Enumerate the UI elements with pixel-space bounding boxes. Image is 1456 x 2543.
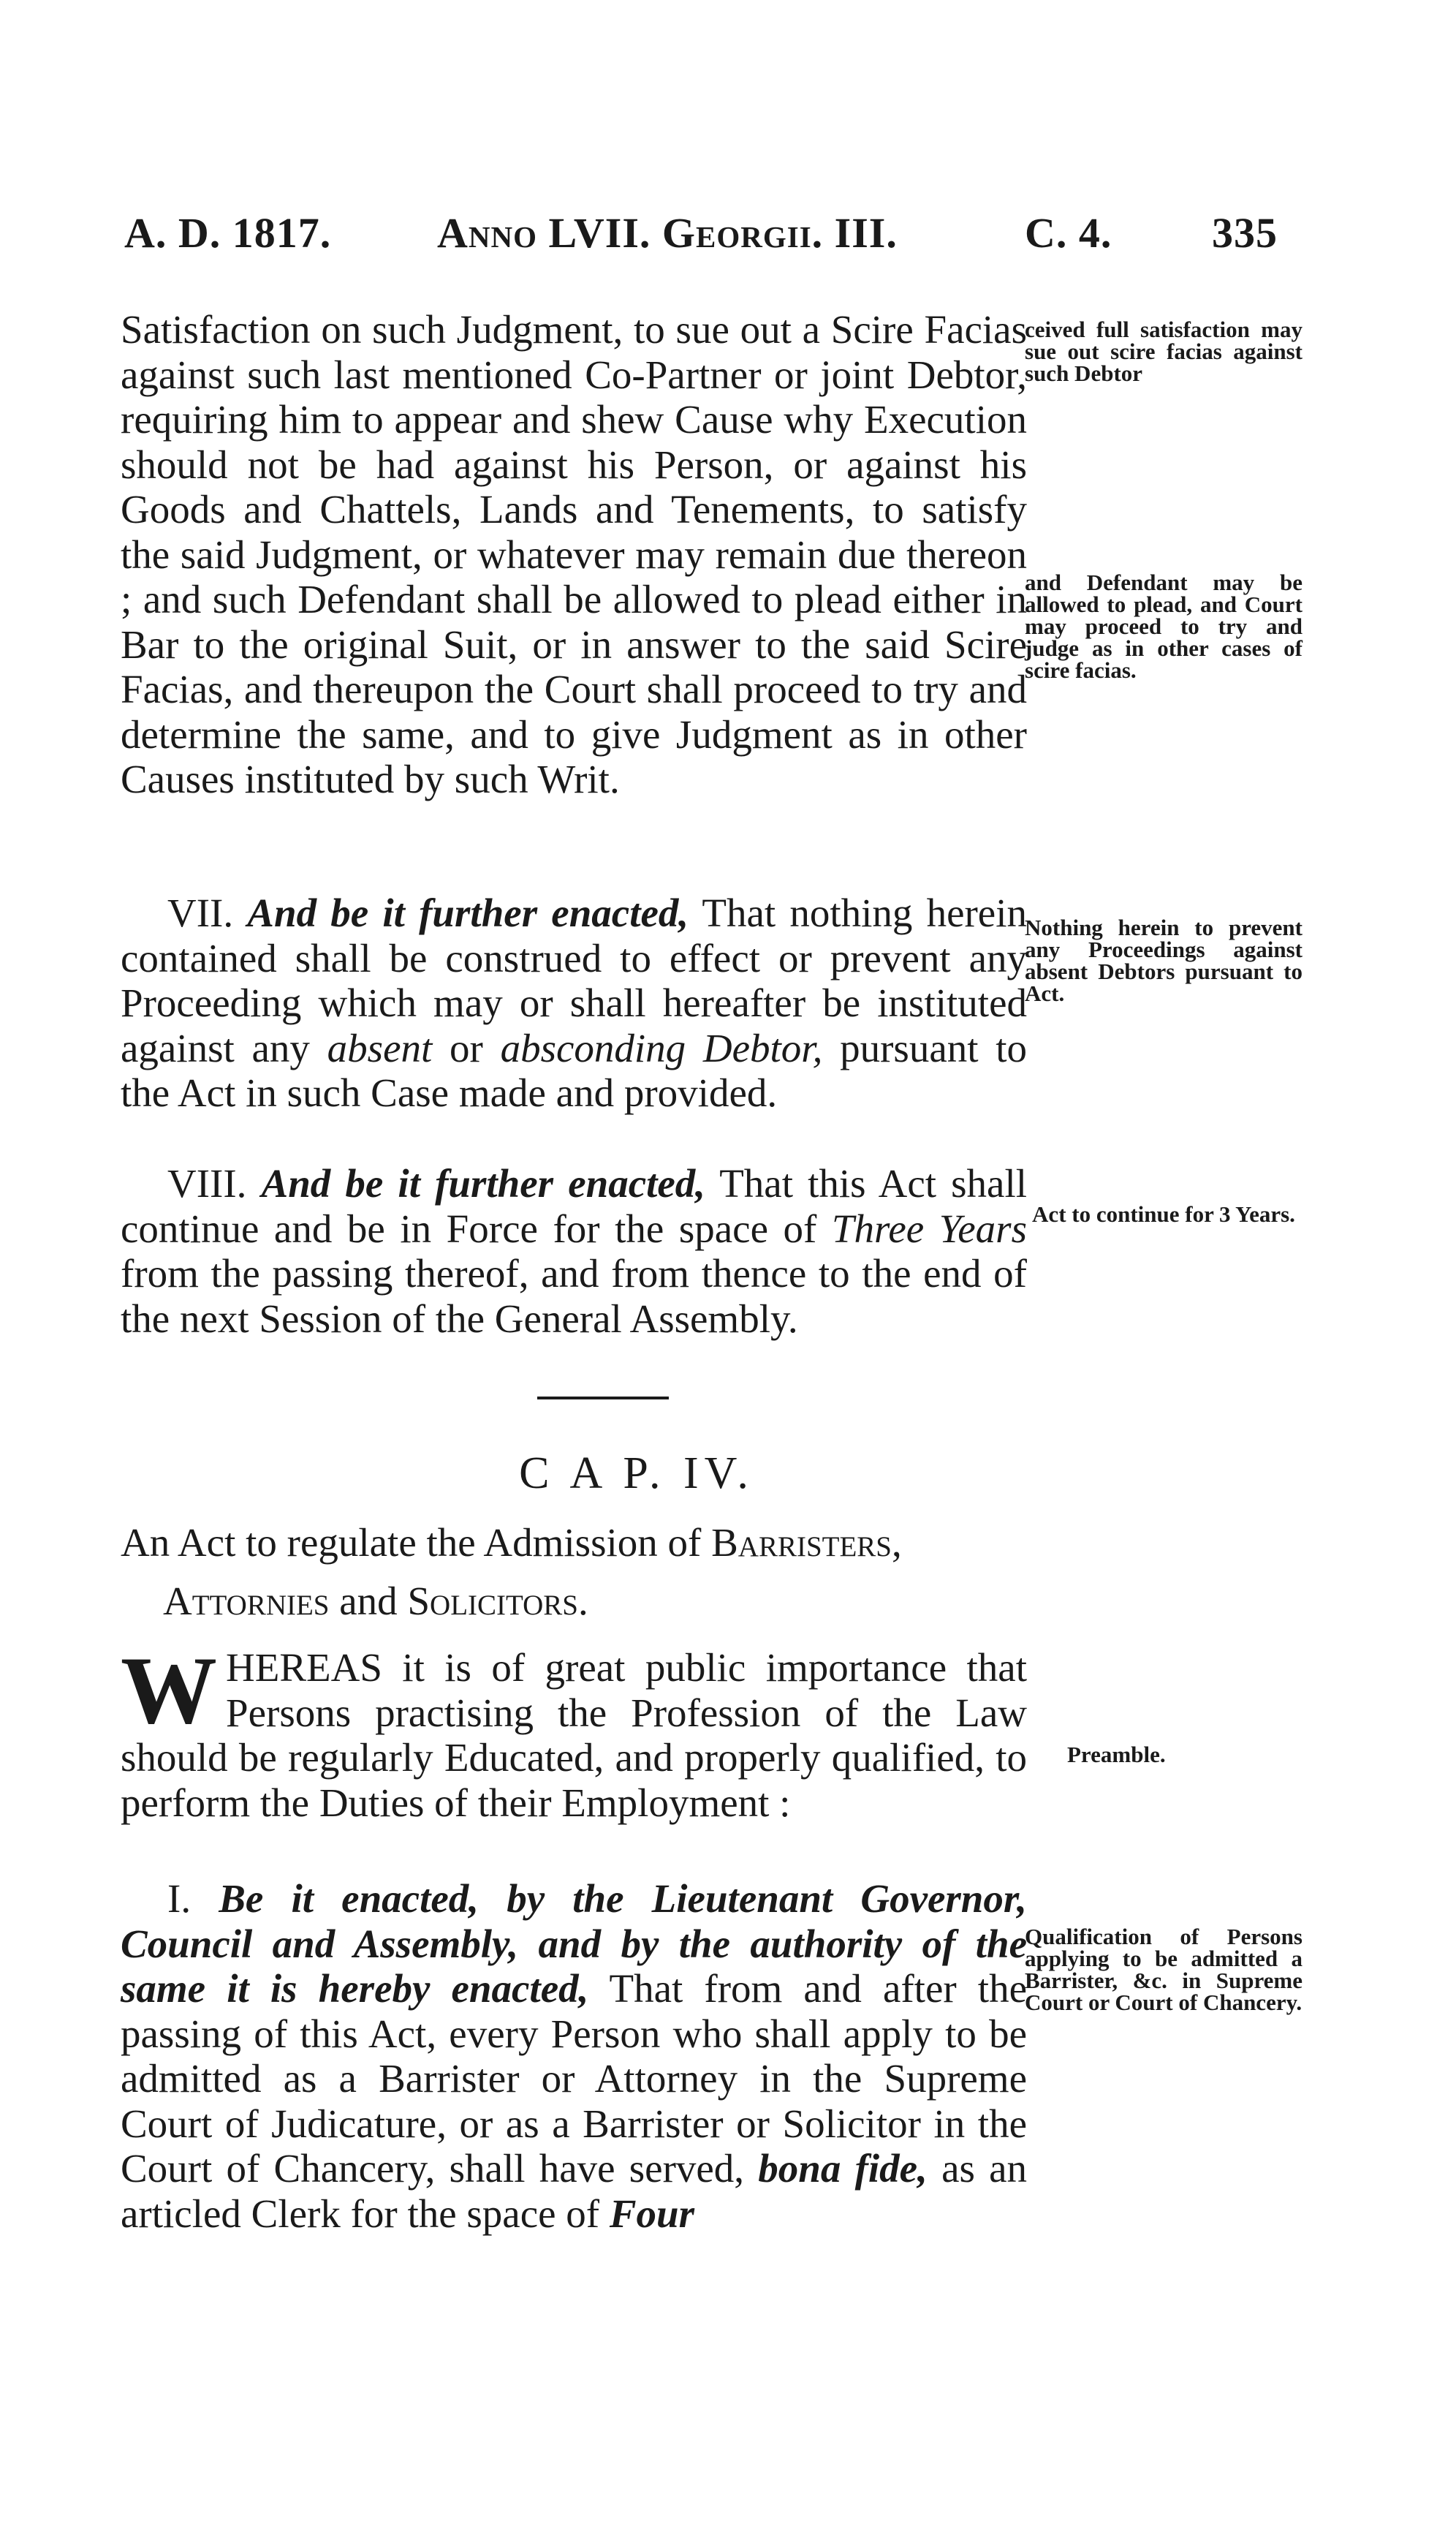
horizontal-rule: [537, 1397, 669, 1399]
section-number: VIII.: [167, 1161, 247, 1206]
section-i: [121, 1876, 1027, 2236]
page-number: 335: [1212, 209, 1278, 257]
section-vii: [121, 891, 1027, 1116]
italic-term: bona fide,: [758, 2146, 928, 2191]
act-title-smallcaps: Solicitors.: [407, 1579, 588, 1623]
drop-cap: W: [121, 1636, 217, 1744]
margin-note: Preamble.: [1067, 1742, 1166, 1767]
margin-note: Act to continue for 3 Years.: [1032, 1201, 1295, 1227]
chapter-title-text: C A P. IV.: [519, 1448, 754, 1498]
chapter-title: [0, 1448, 1456, 1500]
italic-term: Three Years: [831, 1206, 1027, 1251]
header-chapter: C. 4.: [1025, 209, 1112, 257]
act-title-smallcaps: Attornies: [163, 1579, 330, 1623]
section-text: That this Act shall continue and be in Force for the space of: [121, 1161, 1028, 1251]
preamble: [121, 1636, 1027, 1825]
section-text: That nothing herein contained shall be construed to effect or prevent any Proceeding which may or shall hereafter be instituted against any: [121, 891, 1027, 1070]
section-text: as an articled Clerk for the space of: [121, 2146, 1027, 2236]
act-title-text: and: [339, 1579, 398, 1623]
enacting-clause: Be it enacted, by the Lieutenant Governor, Council and Assembly, and by the authority of the same it is hereby enacted,: [121, 1876, 1028, 2011]
section-number: VII.: [167, 891, 234, 935]
margin-note: Qualification of Persons applying to be admitted a Barrister, &c. in Supreme Court or Court of Chancery.: [1025, 1924, 1303, 2015]
section-text: pursuant to the Act in such Case made and provided.: [121, 1025, 1028, 1115]
act-title-text: An Act to regulate the Admission of: [121, 1520, 702, 1565]
preamble-text: HEREAS it is of great public importance that Persons practising the Profession of the Law should be regularly Educated, and properly qualified, to perform the Duties of their Employment :: [121, 1645, 1027, 1825]
paragraph-text: Satisfaction on such Judgment, to sue out a Scire Facias against such last mentioned Co-Partner or joint Debtor, requiring him to appear and shew Cause why Execution should not be had against his Person, or against his Goods and Chattels, Lands and Tenements, to satisfy the said Judgment, or whatever may remain due thereon ; and such Defendant shall be allowed to plead either in Bar to the original Suit, or in answer to the said Scire Facias, and thereupon the Court shall proceed to try and determine the same, and to give Judgment as in other Causes instituted by such Writ.: [121, 307, 1027, 801]
italic-term: absent: [327, 1025, 433, 1070]
margin-note: and Defendant may be allowed to plead, and Court may proceed to try and judge as in other cases of scire facias.: [1025, 570, 1303, 683]
margin-note: Nothing herein to prevent any Proceedings against absent Debtors pursuant to Act.: [1025, 915, 1303, 1006]
act-title: [121, 1514, 1027, 1631]
enacting-clause: And be it further enacted,: [261, 1161, 706, 1206]
running-header: [124, 208, 1294, 267]
margin-note: ceived full satisfaction may sue out scire facias against such Debtor: [1025, 317, 1303, 386]
section-number: I.: [167, 1876, 192, 1921]
italic-term: absconding Debtor,: [500, 1025, 823, 1070]
continuation-paragraph: [121, 307, 1027, 802]
section-text: That from and after the passing of this Act, every Person who shall apply to be admitted as a Barrister or Attorney in the Supreme Court of Judicature, or as a Barrister or Solicitor in the Court of Chancery, shall have served,: [121, 1966, 1027, 2191]
section-text: or: [450, 1025, 483, 1070]
act-title-smallcaps: Barristers,: [711, 1520, 902, 1565]
header-regnal-year: Anno LVII. Georgii. III.: [437, 209, 898, 257]
italic-term: Four: [609, 2191, 695, 2236]
enacting-clause: And be it further enacted,: [247, 891, 689, 935]
header-year: A. D. 1817.: [124, 209, 332, 257]
section-text: from the passing thereof, and from thence to the end of the next Session of the General Assembly.: [121, 1251, 1027, 1341]
section-viii: [121, 1161, 1027, 1341]
